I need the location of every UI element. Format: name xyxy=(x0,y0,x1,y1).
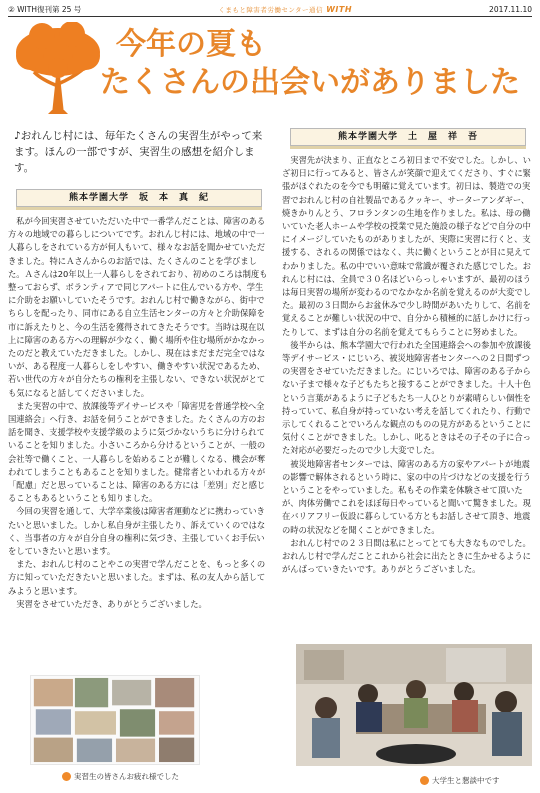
right-column xyxy=(282,128,534,577)
article-paragraph: 実習先が決まり、正直なところ初日まで不安でした。しかし、いざ初日に行ってみると、皆さんが笑顔で迎えてくださり、すぐに緊張がほぐれたのを今でも明確に覚えています。初日は、製造での実習でおれんじ村の自社製品であるクッキー、サーターアンダギー、焼きかりんとう、フロランタンの生地を作りました。私は、母の働いていた老人ホームや学校の授業で見た施設の様子などで自分の中にイメージしていたものがありましたが、実際に実習に行くと、支援する、されるの関係ではなく、共に働くということが目に見えてわかりました。私の中でいい意味で常識が覆された感じでした。おれんじ村には、全員で３０名ほどいらっしゃいますが、最初のほうは毎日実習の場所が変わるのでなかなか名前を覚えるのが大変でした。最初の３日間からお盆休みで少し時間があいたりして、名前を覚えることが難しい状況の中で、自分から積極的に話しかけに行ったりして、まずは自分の名前を覚えてもらうことに努めました。 xyxy=(282,155,531,337)
left-column xyxy=(8,128,270,611)
page-header xyxy=(8,2,532,16)
right-caption-text: 大学生と懇談中です xyxy=(432,776,500,785)
title-line-1: 今年の夏も xyxy=(116,27,266,62)
article-paragraph: 被災地障害者センターでは、障害のある方の家やアパートが地震の影響で解体されるという時に、家の中の片づけなどの支援を行うということをやっていました。私もその作業を体験させて頂いたが、肉体労働でこれをほぼ毎日やっていると聞いて驚きました。現在バリアフリー仮設に暮らしている方ともお話しさせて頂き、地震の時の状況などを聞くことができました。 xyxy=(282,458,531,535)
intro-text: ♪おれんじ村には、毎年たくさんの実習生がやって来ます。ほんの一部ですが、実習生の感想を紹介します。 xyxy=(14,130,263,174)
article-paragraph: 私が今回実習させていただいた中で一番学んだことは、障害のある方々の地域での暮らしについてです。おれんじ村には、地域の中で一人暮らしをされている方が何人もいて、様々なお話を聞かせていただきました。特にＡさんからのお話では、たくさんのことを学びました。Ａさんは20年以上一人暮らしをされており、初めのころは制度も整っておらず、ボランティアで同じアパートに住んでいる方や、学生に介助をお願いしていたそうです。おれんじ村で働きながら、街中でちらしを配ったり、同市にある自立生活センターの方々と介助保障を市に訴えたりと、今の生活を獲得されてきたそうです。当時は現在以上に障害のある方への理解が少なく、働く場所や住む場所がかなかったのだと教えていただきました。しかし、現在はまだまだ完全ではないが、ある程度一人暮らしをしやすい、働きやすい状況であるため、若い世代の方々が自分たちの権利を主張しない、できない状況がとても気になると話してくださいました。 xyxy=(8,216,268,398)
with-logo: WITH xyxy=(326,4,353,14)
author-banner-sakamoto: 熊本学園大学 坂 本 真 紀 xyxy=(16,189,262,207)
issue-number: ② WITH復刊第 25 号 xyxy=(8,4,82,14)
page-title xyxy=(100,26,536,102)
article-paragraph: おれんじ村での２３日間は私にとってとても大きなものでした。おれんじ村で学んだことこれから社会に出たときに生かせるようにがんばっていきたいです。ありがとうございました。 xyxy=(282,537,531,575)
newsletter-name xyxy=(81,5,489,14)
article-paragraph: 実習をさせていただき、ありがとうございました。 xyxy=(16,598,207,609)
orange-bullet-icon xyxy=(62,772,71,781)
title-line-2: たくさんの出会いがありました xyxy=(100,65,520,100)
left-photo-caption xyxy=(62,771,179,782)
article-paragraph: 今回の実習を通して、大学卒業後は障害者運動などに携わっていきたいと思いました。しかし私自身が主張したり、訴えていくのではなく、当事者の方々が自分自身の権利に気づき、主張していくお手伝いをしていきたいと思います。 xyxy=(8,506,266,557)
article-paragraph: 後半からは、熊本学園大で行われた全国連絡会への参加や放課後等デイサービス・にじいろ、被災地障害者センターへの２日間ずつの実習をさせていただきました。にじいろでは、障害のある子からない子まで様々な子どもたちと接することができました。十人十色という言葉があるように子どもたち一人ひとりが素晴らしい個性を持っていて、私自身が持っていない考えを話してくれたり、行動で示してくれることでいろんな観点のものの見方があるということに気付くことができました。しかし、叱るときはその子その子に合った対応が必要だったので少し大変でした。 xyxy=(282,339,531,456)
newsletter-org: くまもと障害者労働センター通信 xyxy=(218,5,324,14)
student-photo-collage xyxy=(30,675,200,765)
discussion-photo xyxy=(296,644,532,766)
left-caption-text: 実習生の皆さんお疲れ様でした xyxy=(74,772,179,781)
issue-date: 2017.11.10 xyxy=(489,4,532,14)
article-paragraph: また実習の中で、放課後等デイサービスや「障害児を普通学校へ全国連絡会」へ行き、お話を伺うことができました。たくさんの方のお話を聞き、支援学校や支援学級のように気づかないうちに分けられていることを知りました。小さいころから分けるということが、一般の会社等で働くこと、一人暮らしを始めることが難しくなる、機会が奪われてしまうこともあることを知りました。健常者といわれる方々が「配慮」だと思っていることは、障害のある方には「差別」だと感じることもあるということも知りました。 xyxy=(8,400,266,504)
article-paragraph: また、おれんじ村のことやこの実習で学んだことを、もっと多くの方に知っていただきたいと思いました。まずは、私の友人から話してみようと思います。 xyxy=(8,559,266,596)
header-rule xyxy=(8,16,532,17)
right-photo-caption xyxy=(420,775,500,786)
author-banner-tsuchiya: 熊本学園大学 土 屋 祥 吾 xyxy=(290,128,526,146)
orange-bullet-icon xyxy=(420,776,429,785)
orange-tree-icon xyxy=(12,22,104,118)
